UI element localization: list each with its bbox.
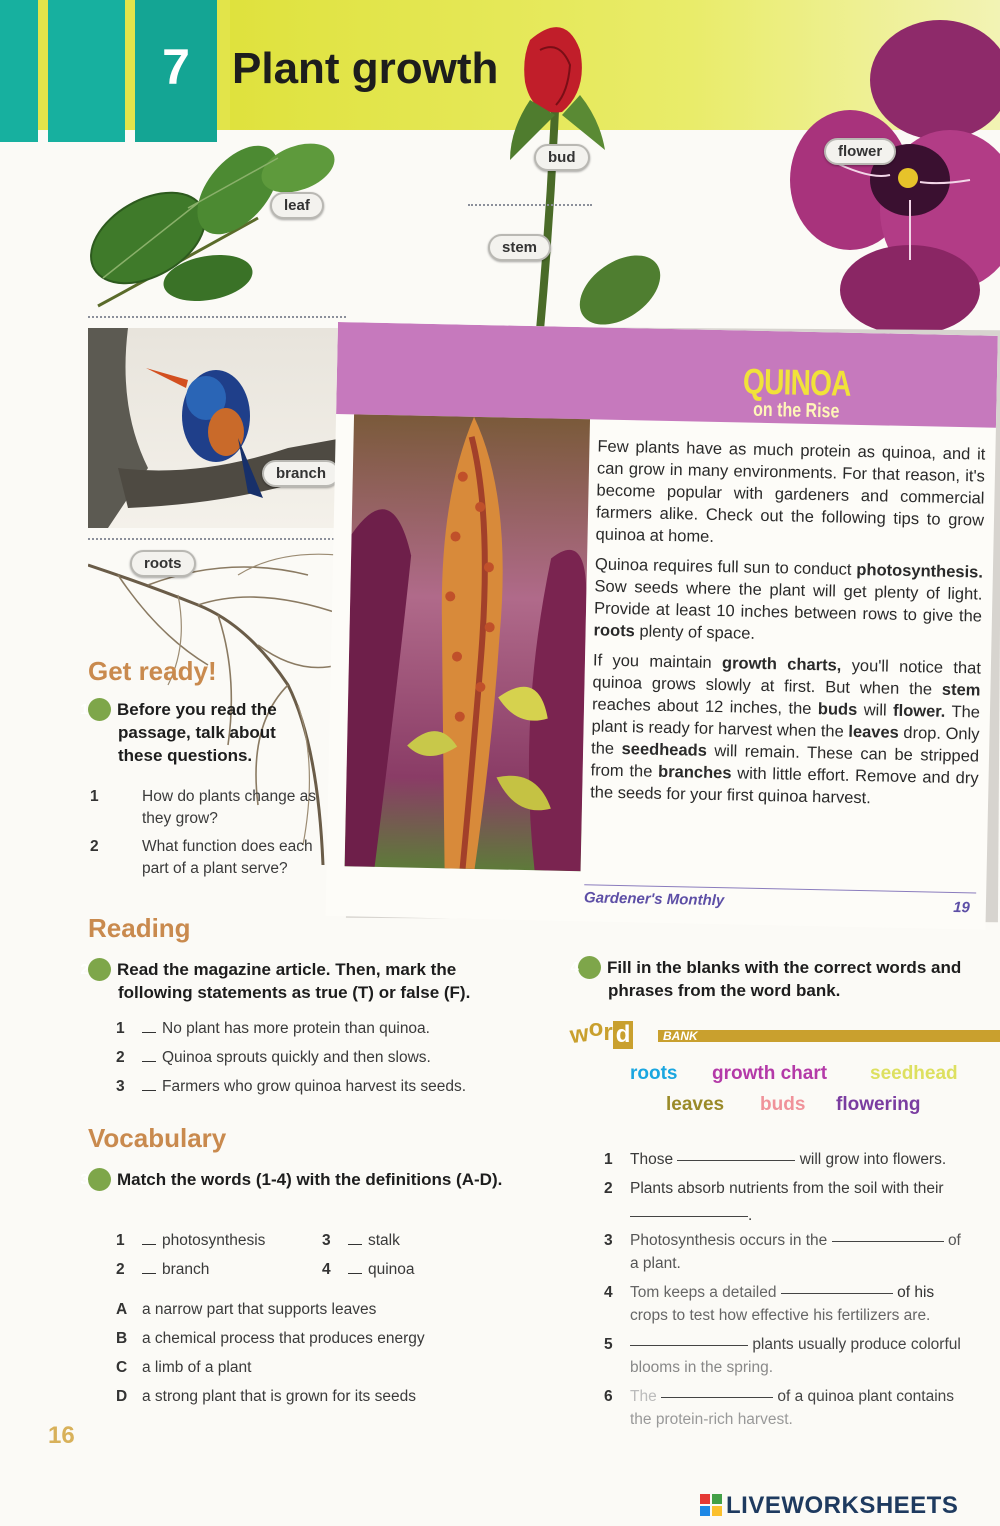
article-page-number: 19 <box>953 899 971 917</box>
label-bud: bud <box>534 144 590 171</box>
answer-blank[interactable] <box>142 1244 156 1245</box>
fill-item: 2 Plants absorb nutrients from the soil with their <box>604 1180 944 1197</box>
keyword: stem <box>941 680 981 700</box>
word-bank-word: seedhead <box>870 1063 958 1084</box>
chapter-tab-decoration <box>48 0 125 142</box>
word-bank-bar <box>658 1030 1000 1042</box>
article-subtitle: on the Rise <box>752 398 840 423</box>
keyword: growth charts, <box>721 654 842 675</box>
keyword: branches <box>657 762 732 783</box>
pansy-flower-image <box>790 10 1000 340</box>
answer-blank[interactable] <box>661 1397 773 1398</box>
fill-item: . <box>630 1205 752 1227</box>
fill-item: 1 Those will grow into flowers. <box>604 1151 947 1168</box>
article-footer <box>584 884 976 915</box>
definition-item: D a strong plant that is grown for its seeds <box>116 1388 416 1405</box>
answer-blank[interactable] <box>142 1273 156 1274</box>
match-word-item: 4 quinoa <box>322 1261 415 1278</box>
answer-blank[interactable] <box>348 1244 362 1245</box>
chapter-number: 7 <box>162 39 190 95</box>
label-leaf: leaf <box>270 192 324 219</box>
match-word-item: 2 branch <box>116 1261 210 1278</box>
fill-item: blooms in the spring. <box>630 1359 774 1376</box>
label-flower: flower <box>824 138 896 165</box>
exercise-badge: 4 <box>578 956 601 979</box>
chapter-title: Plant growth <box>232 44 499 93</box>
answer-blank[interactable] <box>677 1160 795 1161</box>
get-ready-instruction: 1 Before you read the passage, talk about these questions. <box>80 700 277 765</box>
fill-item: 5 plants usually produce colorful <box>604 1336 961 1353</box>
answer-blank[interactable] <box>630 1216 748 1217</box>
keyword: photosynthesis. <box>856 560 984 582</box>
article-source: Gardener's Monthly <box>583 889 725 910</box>
fill-item: 3 Photosynthesis occurs in the of <box>604 1232 961 1249</box>
exercise-badge: 3 <box>88 1168 111 1191</box>
label-roots: roots <box>130 550 196 577</box>
article-paragraph: Quinoa requires full sun to conduct photosynthesis. Sow seeds where the plant will get plenty of light. Provide at least 10 inches between rows to give the roots plenty of space. <box>593 555 984 643</box>
exercise-badge: 1 <box>88 698 111 721</box>
fill-item: a plant. <box>630 1255 681 1272</box>
question-item: 1 How do plants change as they grow? <box>90 788 317 827</box>
rose-bud-image <box>470 20 670 330</box>
definition-item: C a limb of a plant <box>116 1359 252 1376</box>
page-number: 16 <box>48 1422 75 1449</box>
answer-blank[interactable] <box>142 1032 156 1033</box>
keyword: flower. <box>892 701 946 721</box>
article-header-band <box>336 322 998 428</box>
word-bank-word: leaves <box>666 1094 725 1115</box>
answer-blank[interactable] <box>781 1293 893 1294</box>
keyword: roots <box>593 621 636 641</box>
label-stem: stem <box>488 234 551 261</box>
divider <box>88 316 346 318</box>
statement-item: 3 Farmers who grow quinoa harvest its seeds. <box>116 1078 467 1095</box>
fill-instruction: 4 Fill in the blanks with the correct words and phrases from the word bank. <box>570 958 962 1000</box>
word-bank-word: roots <box>630 1063 678 1084</box>
question-item: 2 What function does each part of a plant serve? <box>90 838 313 877</box>
chapter-tab-decoration <box>0 0 38 142</box>
reading-instruction: 2 Read the magazine article. Then, mark the following statements as true (T) or false (F). <box>80 960 471 1002</box>
keyword: seedheads <box>621 740 708 760</box>
article-body <box>590 435 986 819</box>
definition-item: B a chemical process that produces energy <box>116 1330 425 1347</box>
answer-blank[interactable] <box>832 1241 944 1242</box>
divider <box>468 204 592 206</box>
divider <box>88 538 346 540</box>
answer-blank[interactable] <box>630 1345 748 1346</box>
label-branch: branch <box>262 460 340 487</box>
word-bank-word: flowering <box>836 1094 921 1115</box>
article-title: QUINOA <box>742 360 852 404</box>
answer-blank[interactable] <box>142 1090 156 1091</box>
magazine-article <box>326 322 998 930</box>
article-paragraph: If you maintain growth charts, you'll notice that quinoa grows slowly at first. But when the stem reaches about 12 inches, the buds will flower. The plant is ready for harvest when the leaves drop. Only the seedheads will remain. These can be stripped from the branches with little effort. Remove and dry the seeds for your first quinoa harvest. <box>590 651 982 808</box>
keyword: buds <box>817 700 858 719</box>
liveworksheets-logo: LIVEWORKSHEETS <box>700 1492 958 1520</box>
statement-item: 1 No plant has more protein than quinoa. <box>116 1020 430 1037</box>
answer-blank[interactable] <box>348 1273 362 1274</box>
fill-item: 4 Tom keeps a detailed of his <box>604 1284 935 1301</box>
exercise-badge: 2 <box>88 958 111 981</box>
keyword: leaves <box>848 722 899 742</box>
word-bank-tag: BANK <box>663 1029 698 1043</box>
kingfisher-branch-image <box>88 328 343 528</box>
fill-item: crops to test how effective his fertilizers are. <box>630 1307 931 1324</box>
answer-blank[interactable] <box>142 1061 156 1062</box>
article-title-block <box>716 360 877 424</box>
word-bank-word: growth chart <box>712 1063 828 1084</box>
vocabulary-instruction: 3 Match the words (1-4) with the definitions (A-D). <box>80 1170 503 1189</box>
liveworksheets-icon <box>700 1494 722 1516</box>
match-word-item: 3 stalk <box>322 1232 400 1249</box>
statement-item: 2 Quinoa sprouts quickly and then slows. <box>116 1049 431 1066</box>
definition-item: A a narrow part that supports leaves <box>116 1301 377 1318</box>
match-word-item: 1 photosynthesis <box>116 1232 266 1249</box>
word-bank-word: buds <box>760 1094 806 1115</box>
section-title-vocabulary: Vocabulary <box>88 1123 227 1153</box>
section-title-reading: Reading <box>88 913 191 943</box>
fill-item: 6 The of a quinoa plant contains <box>604 1388 955 1405</box>
word-bank-logo: wor d <box>570 1018 633 1049</box>
article-paragraph: Few plants have as much protein as quinoa, and it can grow in many environments. For that reason, it's become popular with gardeners and commercial farmers alike. Check out the following tips to grow quinoa at home. <box>595 437 986 546</box>
section-title-get-ready: Get ready! <box>88 656 217 686</box>
quinoa-photo <box>345 414 590 871</box>
fill-item: the protein-rich harvest. <box>630 1411 793 1428</box>
